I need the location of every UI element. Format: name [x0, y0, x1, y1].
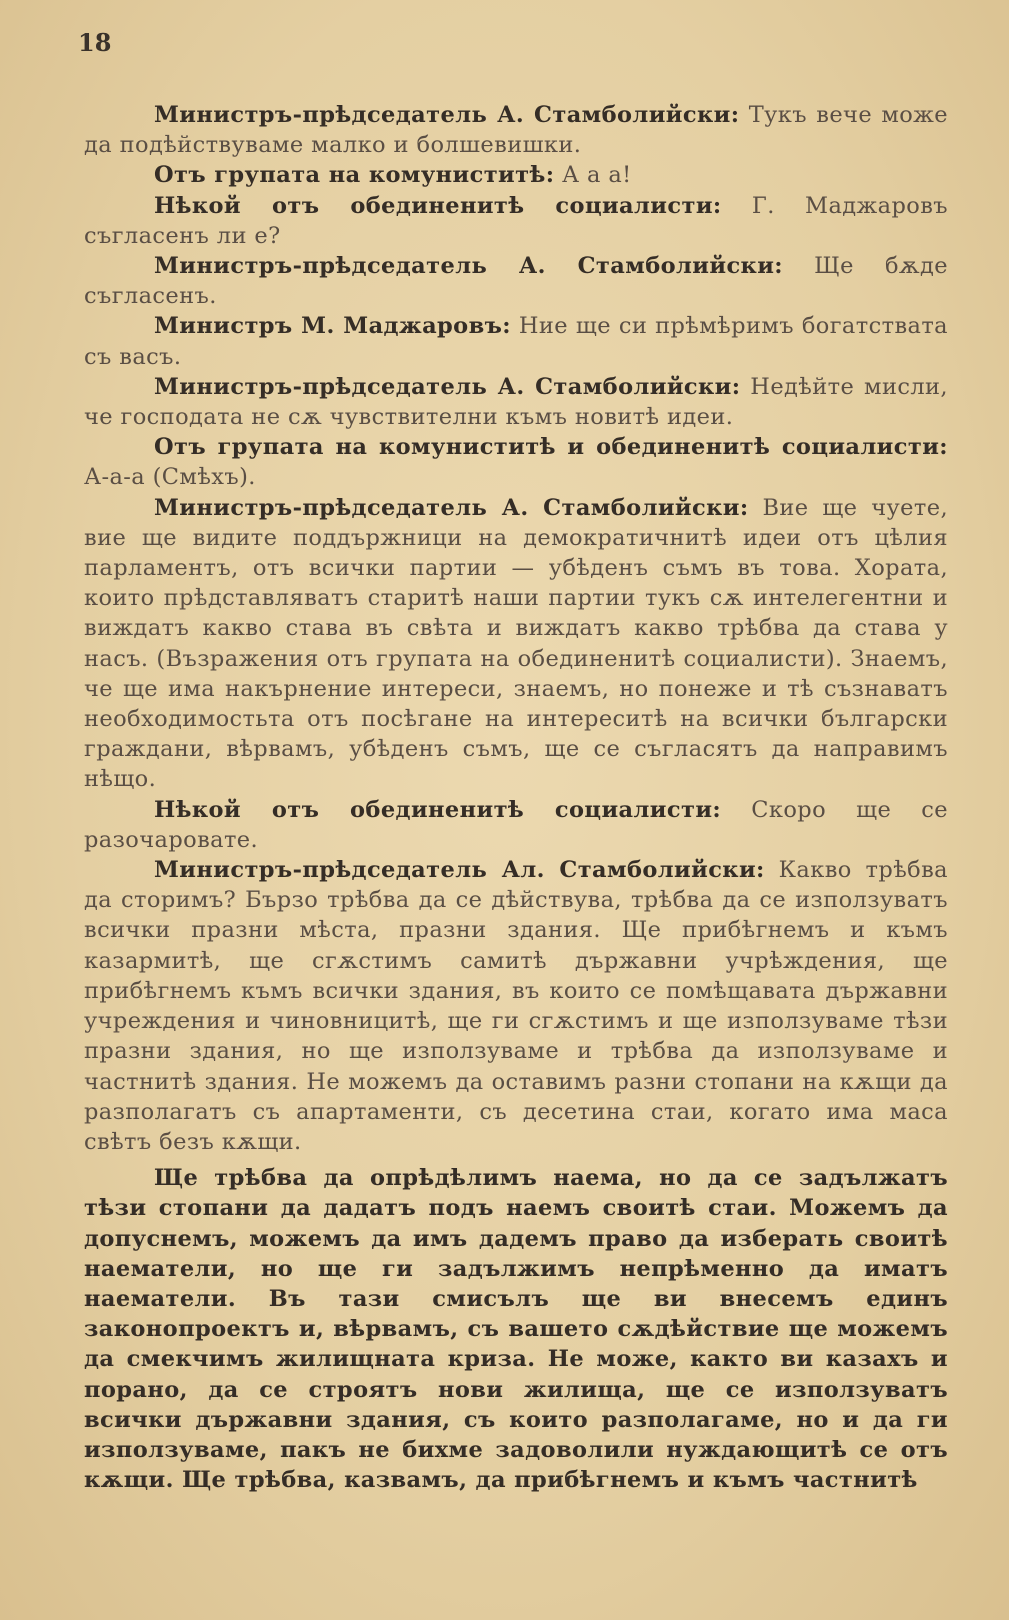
speaker-name: Министръ-прѣдседатель А. Стамболийски:: [154, 253, 783, 280]
speech-text: А-а-а (Смѣхъ).: [84, 464, 256, 491]
paragraph: [84, 372, 948, 432]
paragraph: [84, 432, 948, 492]
speaker-name: Нѣкой отъ обединенитѣ социалисти:: [154, 192, 722, 219]
speech-text: Ние ще си прѣмѣримъ богатствата съ васъ.: [84, 313, 948, 370]
speech-text: Ще трѣбва да опрѣдѣлимъ наема, но да се задължатъ тѣзи стопани да дадатъ подъ наемъ своитѣ стаи. Можемъ да допуснемъ, можемъ да имъ дадемъ право да изберать своитѣ наематели, но ще ги задължимъ непрѣменно да иматъ наематели. Въ тази смисълъ ще ви внесемъ единъ законопроектъ и, вѣрвамъ, съ вашето сѫдѣйствие ще можемъ да смекчимъ жилищната криза. Не може, както ви казахъ и порано, да се строятъ нови жилища, ще се използуватъ всички държавни здания, съ които разполагаме, но и да ги използуваме, пакъ не бихме задоволили нуждающитѣ се отъ кѫщи. Ще трѣбва, казвамъ, да прибѣгнемъ и къмъ частнитѣ: [84, 1165, 948, 1494]
paragraph: [84, 251, 948, 311]
speaker-name: Нѣкой отъ обединенитѣ социалисти:: [154, 796, 722, 823]
speech-text: Ще бѫде съгласенъ.: [84, 253, 948, 310]
paragraph: [84, 795, 948, 855]
paragraph: [84, 493, 948, 795]
speaker-name: Министръ М. Маджаровъ:: [154, 313, 511, 340]
speech-text: Тукъ вече може да подѣйствуваме малко и болшевишки.: [84, 102, 948, 159]
paragraph: [84, 100, 948, 160]
paragraph: [84, 1163, 948, 1495]
paragraph: [84, 160, 948, 190]
paragraph: [84, 311, 948, 371]
stenogram-text: [84, 100, 948, 1495]
speech-text: Недѣйте мисли, че господата не сѫ чувствителни къмъ новитѣ идеи.: [84, 373, 948, 431]
speech-text: Вие ще чуете, вие ще видите поддържници на демократичнитѣ идеи отъ цѣлия парламентъ, отъ всички партии — убѣденъ съмъ въ това. Хората, които прѣдставляватъ старитѣ наши партии тукъ сѫ интелегентни и виждатъ какво става въ свѣта и виждатъ какво трѣбва да става у насъ. (Възражения отъ групата на обединенитѣ социалисти). Знаемъ, че ще има накърнение интереси, знаемъ, но понеже и тѣ съзнаватъ необходимостьта отъ посѣгане на интереситѣ на всички български граждани, вѣрвамъ, убѣденъ съмъ, ще се съгласятъ да направимъ нѣщо.: [84, 494, 948, 793]
speaker-name: Министръ-прѣдседатель А. Стамболийски:: [154, 494, 749, 521]
speaker-name: Министръ-прѣдседатель Ал. Стамболийски:: [154, 857, 765, 884]
speech-text: А а а!: [561, 162, 632, 189]
paragraph: [84, 191, 948, 251]
speaker-name: Отъ групата на комуниститѣ и обединенитѣ социалисти:: [154, 434, 948, 461]
speech-text: Какво трѣбва да сторимъ? Бързо трѣбва да се дѣйствува, трѣбва да се използуватъ всички празни мѣста, празни здания. Ще прибѣгнемъ и къмъ казармитѣ, ще сгѫстимъ самитѣ държавни учрѣждения, ще прибѣгнемъ къмъ всички здания, въ които се помѣщавата държавни учреждения и чиновницитѣ, ще ги сгѫстимъ и ще използуваме тѣзи празни здания, но ще използуваме и трѣбва да използуваме и частнитѣ здания. Не можемъ да оставимъ разни стопани на кѫщи да разполагатъ съ апартаменти, съ десетина стаи, когато има маса свѣтъ безъ кѫщи.: [84, 857, 948, 1155]
speaker-name: Министръ-прѣдседатель А. Стамболийски:: [154, 373, 741, 400]
speech-text: Скоро ще се разочаровате.: [84, 796, 948, 853]
paragraph: [84, 855, 948, 1157]
speech-text: Г. Маджаровъ съгласенъ ли е?: [84, 192, 948, 249]
page-number: 18: [78, 28, 112, 57]
speaker-name: Министръ-прѣдседатель А. Стамболийски:: [154, 102, 740, 128]
speaker-name: Отъ групата на комуниститѣ:: [154, 162, 555, 189]
